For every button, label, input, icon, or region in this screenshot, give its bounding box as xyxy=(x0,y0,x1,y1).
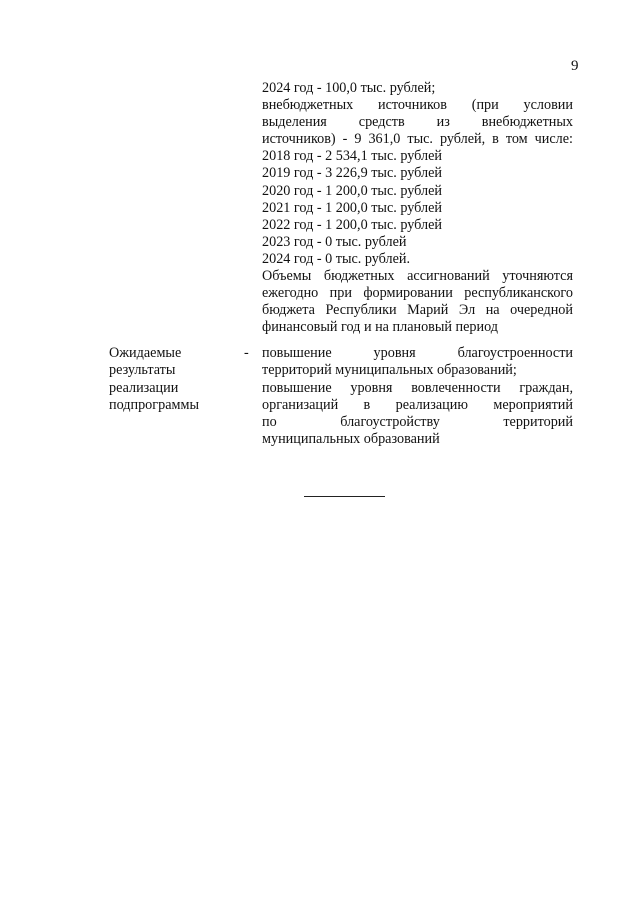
funding-year-line: 2021 год - 1 200,0 тыс. рублей xyxy=(262,199,442,216)
funding-line: внебюджетных источников (при условии xyxy=(262,97,573,114)
results-value-line: территорий муниципальных образований; xyxy=(262,362,517,379)
results-label-line: Ожидаемые xyxy=(109,345,182,361)
results-separator: - xyxy=(244,345,249,361)
results-label-line: результаты xyxy=(109,362,176,379)
funding-year-line: 2020 год - 1 200,0 тыс. рублей xyxy=(262,182,442,199)
funding-line: источников) - 9 361,0 тыс. рублей, в том числе: xyxy=(262,131,573,148)
results-value-line: повышение уровня вовлеченности граждан, xyxy=(262,379,573,396)
results-value xyxy=(262,345,573,449)
funding-year-line: 2019 год - 3 226,9 тыс. рублей xyxy=(262,165,442,182)
funding-year-line: 2024 год - 0 тыс. рублей. xyxy=(262,250,411,267)
funding-line: выделения средств из внебюджетных xyxy=(262,114,573,131)
funding-note-line: Объемы бюджетных ассигнований уточняются xyxy=(262,268,573,285)
end-of-section-rule xyxy=(304,496,385,497)
results-value-line: муниципальных образований xyxy=(262,431,440,448)
funding-note-line: ежегодно при формировании республиканского xyxy=(262,285,573,302)
funding-year-line: 2018 год - 2 534,1 тыс. рублей xyxy=(262,148,442,165)
funding-line: 2024 год - 100,0 тыс. рублей; xyxy=(262,80,436,96)
results-value-line: повышение уровня благоустроенности xyxy=(262,345,573,361)
funding-note-line: бюджета Республики Марий Эл на очередной xyxy=(262,302,573,319)
results-value-line: по благоустройству территорий xyxy=(262,414,573,431)
funding-note-line: финансовый год и на плановый период xyxy=(262,319,499,336)
results-label-line: подпрограммы xyxy=(109,396,199,413)
results-value-line: организаций в реализацию мероприятий xyxy=(262,396,573,413)
funding-block xyxy=(262,80,573,336)
results-label-line: реализации xyxy=(109,379,179,396)
funding-year-line: 2022 год - 1 200,0 тыс. рублей xyxy=(262,216,442,233)
results-label xyxy=(109,345,239,414)
page-number: 9 xyxy=(571,58,579,74)
funding-year-line: 2023 год - 0 тыс. рублей xyxy=(262,233,407,250)
